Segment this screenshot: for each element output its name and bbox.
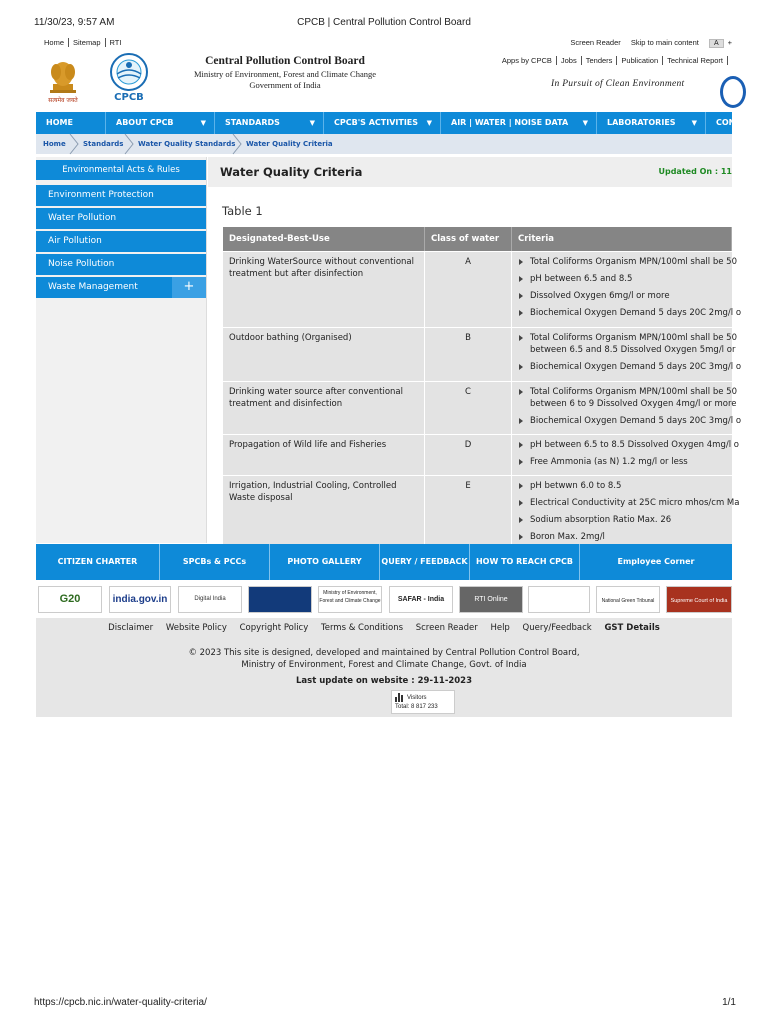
cell-criteria (517, 386, 757, 432)
cell-class: D (464, 440, 472, 450)
ministry-logo-icon[interactable] (248, 586, 312, 613)
sidebar-item-environment-protection[interactable]: Environment Protection (36, 185, 206, 206)
print-pages: 1/1 (722, 997, 736, 1008)
chevron-down-icon: ▼ (426, 119, 432, 127)
footer-links (36, 623, 732, 633)
criteria-item: Biochemical Oxygen Demand 5 days 20C 3mg/l o (517, 361, 757, 373)
cell-criteria (517, 480, 757, 548)
chevron-down-icon: ▼ (200, 119, 206, 127)
criteria-table (223, 227, 742, 543)
moefcc-logo[interactable]: Ministry of Environment, Forest and Climate Change (318, 586, 382, 613)
copyright-line-2: Ministry of Environment, Forest and Climate Change, Govt. of India (241, 660, 527, 670)
accessibility-links (562, 38, 732, 48)
partial-logo-icon (720, 76, 746, 108)
supreme-court-logo[interactable]: Supreme Court of India (666, 586, 732, 613)
org-ministry: Ministry of Environment, Forest and Climate Change (193, 69, 376, 79)
apps-link-jobs[interactable]: Jobs (557, 56, 582, 65)
safar-india-logo[interactable]: SAFAR - India (389, 586, 453, 613)
col-header-criteria: Criteria (512, 227, 732, 251)
apps-link-tenders[interactable]: Tenders (582, 56, 618, 65)
criteria-item: Electrical Conductivity at 25C micro mhos/cm Ma (517, 497, 757, 509)
breadcrumb-water-quality-standards[interactable]: Water Quality Standards (138, 140, 236, 148)
screen-reader-link[interactable]: Screen Reader (570, 38, 621, 47)
bar-chart-icon (395, 693, 405, 702)
criteria-item: Sodium absorption Ratio Max. 26 (517, 514, 757, 526)
col-header-designated-use: Designated-Best-Use (223, 227, 425, 251)
footer-link-terms[interactable]: Terms & Conditions (320, 623, 404, 633)
cell-designated-use: Drinking water source after conventional treatment and disinfection (229, 387, 403, 409)
main-nav (36, 112, 736, 134)
national-emblem-icon (42, 54, 84, 108)
apps-link-apps[interactable]: Apps by CPCB (498, 56, 557, 65)
criteria-item: Total Coliforms Organism MPN/100ml shall be 50 between 6.5 and 8.5 Dissolved Oxygen 5mg/l or (517, 332, 757, 356)
nav-home[interactable]: HOME (36, 112, 106, 134)
emblem-logo-icon[interactable] (528, 586, 590, 613)
nav-contact[interactable]: CON (716, 118, 736, 127)
criteria-item: Total Coliforms Organism MPN/100ml shall be 50 (517, 256, 757, 268)
footer-link-query-feedback[interactable]: Query/Feedback (522, 623, 592, 633)
g20-logo[interactable]: G20 (38, 586, 102, 613)
footer-nav-employee-corner[interactable]: Employee Corner (617, 557, 695, 566)
breadcrumb-separator-icon (124, 134, 134, 154)
breadcrumb-home[interactable]: Home (43, 140, 66, 148)
cell-class: B (465, 333, 471, 343)
updated-on: Updated On : 11 (658, 167, 732, 176)
sidebar-item-waste-management[interactable]: Waste Management + (36, 277, 206, 298)
breadcrumb-standards[interactable]: Standards (83, 140, 124, 148)
chevron-down-icon: ▼ (691, 119, 697, 127)
partner-logos (36, 580, 732, 618)
footer-link-help[interactable]: Help (490, 623, 510, 633)
cell-class: A (465, 257, 471, 267)
font-size-button[interactable]: A (709, 39, 724, 48)
digital-india-logo[interactable]: Digital India (178, 586, 242, 613)
breadcrumb-separator-icon (232, 134, 242, 154)
nav-cpcb-activities[interactable]: CPCB'S ACTIVITIES ▼ (324, 112, 441, 134)
chevron-down-icon: ▼ (309, 119, 315, 127)
sidebar-item-water-pollution[interactable]: Water Pollution (36, 208, 206, 229)
cell-criteria (517, 439, 757, 473)
footer-nav-spcbs-pccs[interactable]: SPCBs & PCCs (160, 544, 270, 580)
footer-link-website-policy[interactable]: Website Policy (165, 623, 227, 633)
page-title-bar (208, 157, 732, 187)
sidebar-heading[interactable]: Environmental Acts & Rules (36, 160, 206, 180)
visitor-counter (391, 690, 455, 714)
footer-nav-citizen-charter[interactable]: CITIZEN CHARTER (36, 544, 160, 580)
web-page (36, 36, 742, 717)
cell-designated-use: Irrigation, Industrial Cooling, Controlled Waste disposal (229, 481, 397, 503)
table-row (223, 252, 742, 328)
criteria-item: pH betwwn 6.0 to 8.5 (517, 480, 757, 492)
footer-link-disclaimer[interactable]: Disclaimer (108, 623, 154, 633)
cpcb-globe-icon (108, 52, 150, 92)
print-url: https://cpcb.nic.in/water-quality-criteria/ (34, 997, 207, 1008)
nav-about-cpcb[interactable]: ABOUT CPCB ▼ (106, 112, 215, 134)
footer-link-copyright-policy[interactable]: Copyright Policy (239, 623, 309, 633)
print-datetime: 11/30/23, 9:57 AM (34, 17, 115, 28)
footer-link-screen-reader[interactable]: Screen Reader (415, 623, 478, 633)
apps-link-publication[interactable]: Publication (617, 56, 663, 65)
footer (36, 618, 732, 717)
skip-to-content-link[interactable]: Skip to main content (630, 38, 699, 47)
cell-criteria (517, 256, 757, 324)
table-row (223, 435, 739, 476)
footer-nav (36, 544, 732, 580)
criteria-item: Dissolved Oxygen 6mg/l or more (517, 290, 757, 302)
print-title: CPCB | Central Pollution Control Board (297, 17, 471, 28)
rti-online-logo[interactable]: RTI Online (459, 586, 523, 613)
cell-designated-use: Propagation of Wild life and Fisheries (229, 440, 387, 450)
criteria-item: Biochemical Oxygen Demand 5 days 20C 2mg/l o (517, 307, 757, 319)
footer-link-gst-details[interactable]: GST Details (604, 623, 660, 633)
footer-nav-query-feedback[interactable]: QUERY / FEEDBACK (380, 544, 470, 580)
table-row (223, 328, 742, 382)
nav-standards[interactable]: STANDARDS ▼ (215, 112, 324, 134)
breadcrumb-water-quality-criteria[interactable]: Water Quality Criteria (246, 140, 333, 148)
copyright-line-1: © 2023 This site is designed, developed and maintained by Central Pollution Control Board, (188, 648, 580, 658)
criteria-item: Biochemical Oxygen Demand 5 days 20C 3mg/l o (517, 415, 757, 427)
emblem-motto: सत्यमेव जयते (48, 97, 78, 104)
visitors-total: Total: 8 817 233 (395, 704, 438, 710)
criteria-item: pH between 6.5 to 8.5 Dissolved Oxygen 4mg/l o (517, 439, 757, 451)
top-link-home[interactable]: Home (40, 38, 69, 47)
apps-link-technical-report[interactable]: Technical Report (663, 56, 728, 65)
org-name: Central Pollution Control Board (205, 55, 365, 67)
nav-air-water-noise-data[interactable]: AIR | WATER | NOISE DATA ▼ (441, 112, 597, 134)
table-row (223, 382, 742, 435)
col-header-class: Class of water (425, 227, 512, 251)
sidebar-item-noise-pollution[interactable]: Noise Pollution (36, 254, 206, 275)
criteria-item: Boron Max. 2mg/l (517, 531, 757, 543)
india-gov-logo[interactable]: india.gov.in (109, 586, 171, 613)
breadcrumb-separator-icon (69, 134, 79, 154)
criteria-item: pH between 6.5 and 8.5 (517, 273, 757, 285)
cell-class: C (465, 387, 471, 397)
cell-designated-use: Drinking WaterSource without conventional treatment but after disinfection (229, 257, 414, 279)
visitors-label: Visitors (407, 695, 427, 701)
footer-nav-how-to-reach[interactable]: HOW TO REACH CPCB (470, 544, 580, 580)
apps-links (498, 56, 728, 65)
footer-nav-photo-gallery[interactable]: PHOTO GALLERY (270, 544, 380, 580)
criteria-item: Free Ammonia (as N) 1.2 mg/l or less (517, 456, 757, 468)
top-links (40, 38, 125, 47)
ngt-logo[interactable]: National Green Tribunal (596, 586, 660, 613)
top-link-rti[interactable]: RTI (109, 38, 122, 47)
criteria-item: Total Coliforms Organism MPN/100ml shall be 50 between 6 to 9 Dissolved Oxygen 4mg/l or more (517, 386, 757, 410)
chevron-down-icon: ▼ (582, 119, 588, 127)
org-government: Government of India (249, 80, 321, 90)
cell-designated-use: Outdoor bathing (Organised) (229, 333, 352, 343)
last-update: Last update on website : 29-11-2023 (295, 676, 473, 686)
expand-plus-icon[interactable]: + (172, 277, 206, 298)
top-link-sitemap[interactable]: Sitemap (69, 38, 106, 47)
sidebar-item-air-pollution[interactable]: Air Pollution (36, 231, 206, 252)
cpcb-logo-text: CPCB (114, 92, 144, 103)
nav-laboratories[interactable]: LABORATORIES ▼ (597, 112, 706, 134)
font-increase-button[interactable]: + (727, 38, 732, 47)
sidebar (36, 157, 207, 543)
table-caption: Table 1 (222, 204, 263, 218)
page-title: Water Quality Criteria (220, 165, 363, 179)
breadcrumb (36, 134, 732, 154)
cell-criteria (517, 332, 757, 378)
tagline: In Pursuit of Clean Environment (551, 79, 685, 89)
cpcb-logo[interactable] (108, 52, 150, 106)
cell-class: E (465, 481, 471, 491)
